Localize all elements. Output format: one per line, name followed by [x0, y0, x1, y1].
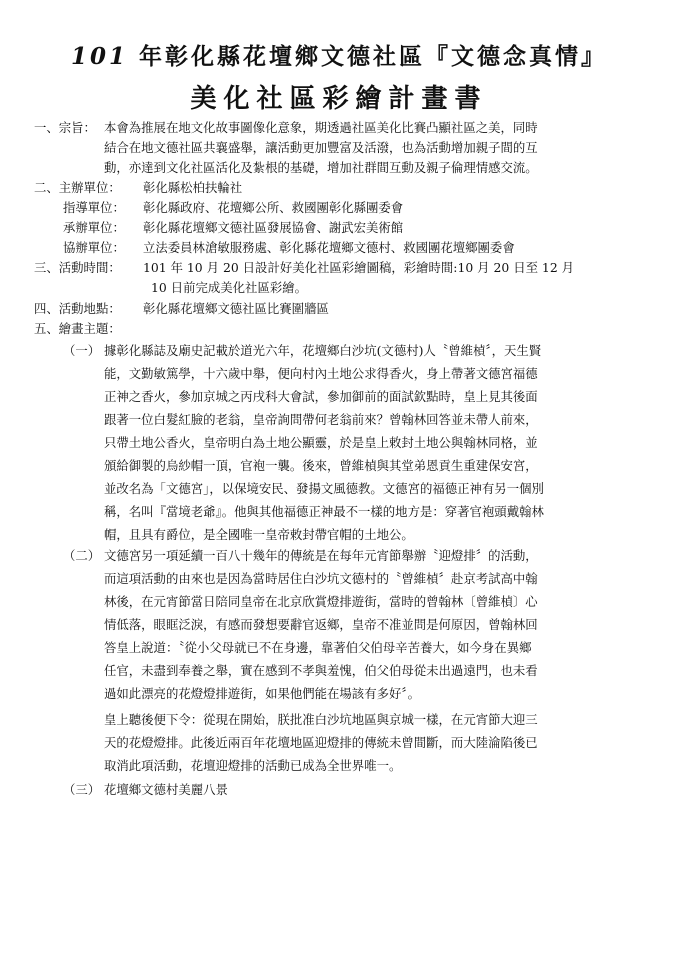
section-1-line: 本會為推展在地文化故事圖像化意象，期透過社區美化比賽凸顯社區之美，同時 — [104, 120, 538, 135]
paragraph-1-line: 帽，且具有爵位，是全國唯一皇帝敕封帶官帽的土地公。 — [104, 527, 414, 542]
paragraph-2-line: 答皇上說道：〝從小父母就已不在身邊，靠著伯父伯母辛苦養大，如今身在異鄉 — [104, 640, 532, 655]
guide-label: 指導單位： — [63, 200, 125, 215]
document-title — [0, 38, 678, 71]
section-5-label: 五、繪畫主題： — [34, 321, 121, 336]
paragraph-1-label: （一） — [63, 343, 101, 358]
title-year: 101 — [70, 43, 128, 70]
section-3-line: 101 年 10 月 20 日設計好美化社區彩繪圖稿，彩繪時間:10 月 20 日至 12 月 — [143, 260, 575, 275]
paragraph-2-line: 文德宮另一項延續一百八十幾年的傳統是在每年元宵節舉辦〝迎燈排〞的活動， — [104, 548, 538, 563]
paragraph-1-line: 頒給御製的烏紗帽一頂，官袍一襲。後來，曾維楨與其堂弟恩貢生重建保安宮， — [104, 458, 538, 473]
paragraph-3-label: （三） — [63, 782, 101, 797]
section-1-label: 一、宗旨： — [34, 120, 96, 135]
paragraph-3-value: 花壇鄉文德村美麗八景 — [104, 782, 228, 797]
paragraph-2-line: 情低落，眼眶泛淚，有感而發想要辭官返鄉，皇帝不准並問是何原因，曾翰林回 — [104, 617, 538, 632]
paragraph-2b-line: 取消此項活動，花壇迎燈排的活動已成為全世界唯一。 — [104, 758, 402, 773]
section-3-label: 三、活動時間： — [34, 260, 121, 275]
paragraph-2b-line: 皇上聽後便下令：從現在開始，朕批准白沙坑地區與京城一樣，在元宵節大迎三 — [104, 712, 538, 727]
paragraph-2-line: 任官，未盡到奉養之舉，實在感到不孝與羞愧，伯父伯母從未出過遠門，也未看 — [104, 663, 538, 678]
document-subtitle: 美化社區彩繪計畫書 — [190, 84, 488, 114]
co-value: 立法委員林滄敏服務處、彰化縣花壇鄉文德村、救國團花壇鄉團委會 — [143, 240, 515, 255]
paragraph-1-line: 並改名為「文德宮」，以保境安民、發揚文風德教。文德宮的福德正神有另一個別 — [104, 481, 544, 496]
paragraph-1-line: 只帶土地公香火，皇帝明白為土地公顯靈，於是皇上敕封土地公與翰林同格，並 — [104, 435, 538, 450]
paragraph-1-line: 據彰化縣誌及廟史記載於道光六年，花壇鄉白沙坑(文德村)人〝曾維楨〞，天生賢 — [104, 343, 542, 358]
paragraph-1-line: 正神之香火，參加京城之丙戌科大會試，參加御前的面試欽點時，皇上見其後面 — [104, 389, 538, 404]
co-label: 協辦單位： — [63, 240, 125, 255]
paragraph-2-line: 林後，在元宵節當日陪同皇帝在北京欣賞燈排遊街，當時的曾翰林〔曾維楨〕心 — [104, 594, 538, 609]
organizer-value: 彰化縣松柏扶輪社 — [143, 180, 243, 195]
paragraph-2-line: 而這項活動的由來也是因為當時居住白沙坑文德村的〝曾維楨〞赴京考試高中翰 — [104, 571, 538, 586]
section-3-line: 10 日前完成美化社區彩繪。 — [151, 280, 308, 295]
section-1-line: 結合在地文德社區共襄盛舉，讓活動更加豐富及活潑，也為活動增加親子間的互 — [104, 140, 538, 155]
section-1-line: 動，亦達到文化社區活化及紮根的基礎，增加社群間互動及親子倫理情感交流。 — [104, 160, 538, 175]
paragraph-2b-line: 天的花燈燈排。此後近兩百年花壇地區迎燈排的傳統未曾間斷，而大陸淪陷後已 — [104, 735, 538, 750]
title-text: 年彰化縣花壇鄉文德社區『文德念真情』 — [128, 43, 608, 70]
paragraph-2-line: 過如此漂亮的花燈燈排遊街，如果他們能在場該有多好〞。 — [104, 686, 420, 701]
paragraph-1-line: 稱，名叫『當境老爺』。他與其他福德正神最不一樣的地方是：穿著官袍頭戴翰林 — [104, 504, 544, 519]
host-value: 彰化縣花壇鄉文德社區發展協會、謝武宏美術館 — [143, 220, 404, 235]
host-label: 承辦單位： — [63, 220, 125, 235]
paragraph-2-label: （二） — [63, 548, 101, 563]
section-2-label: 二、主辦單位： — [34, 180, 121, 195]
guide-value: 彰化縣政府、花壇鄉公所、救國團彰化縣團委會 — [143, 200, 404, 215]
paragraph-1-line: 能，文勤敏篤學，十六歲中舉，便向村內土地公求得香火，身上帶著文德宮福德 — [104, 366, 538, 381]
paragraph-1-line: 跟著一位白髮紅臉的老翁，皇帝詢問帶何老翁前來？曾翰林回答並未帶人前來， — [104, 412, 538, 427]
section-4-value: 彰化縣花壇鄉文德社區比賽圍牆區 — [143, 301, 329, 316]
section-4-label: 四、活動地點： — [34, 301, 121, 316]
